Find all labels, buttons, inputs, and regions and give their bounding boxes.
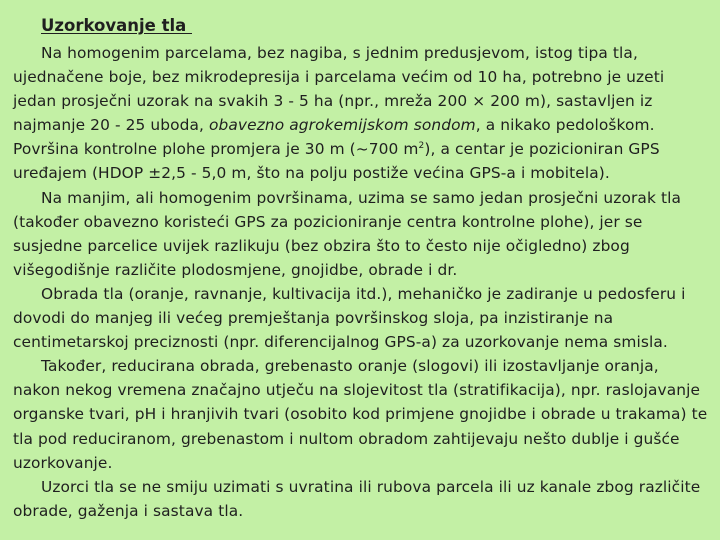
paragraph-5 <box>13 475 710 523</box>
paragraph-4 <box>13 354 710 474</box>
paragraph-2 <box>13 186 710 282</box>
paragraph-1-italic-phrase: obavezno agrokemijskom sondom <box>209 116 476 135</box>
paragraph-1 <box>13 41 710 186</box>
paragraph-1-text-c: ), a centar je pozicioniran GPS uređajem (HDOP ±2,5 - 5,0 m, što na polju postiže većina GPS-a i mobitela). <box>13 140 660 183</box>
paragraph-2-text: Na manjim, ali homogenim površinama, uzima se samo jedan prosječni uzorak tla (također obavezno koristeći GPS za pozicioniranje centra kontrolne plohe), jer se susjedne parcelice uvijek razlikuju (bez obzira što to često nije očigledno) zbog višegodišnje različite plodosmjene, gnojidbe, obrade i dr. <box>13 188 681 279</box>
paragraph-4-text: Također, reducirana obrada, grebenasto oranje (slogovi) ili izostavljanje oranja, nakon nekog vremena značajno utječu na slojevitost tla (stratifikacija), npr. raslojavanje organske tvari, pH i hranjivih tvari (osobito kod primjene gnojidbe i obrade u trakama) te tla pod reduciranom, grebenastom i nultom obradom zahtijevaju nešto dublje i gušće uzorkovanje. <box>13 357 708 472</box>
paragraph-3 <box>13 282 710 354</box>
slide-title: Uzorkovanje tla <box>41 16 192 35</box>
superscript-exponent: 2 <box>418 141 425 152</box>
paragraph-5-text: Uzorci tla se ne smiju uzimati s uvratina ili rubova parcela ili uz kanale zbog različite obrade, gaženja i sastava tla. <box>13 477 701 520</box>
paragraph-1-text-b: , a nikako pedološkom. Površina kontrolne plohe promjera je 30 m (~700 m <box>13 116 655 159</box>
paragraph-1-text-a: Na homogenim parcelama, bez nagiba, s jednim predusjevom, istog tipa tla, ujednačene boje, bez mikrodepresija i parcelama većim od 10 ha, potrebno je uzeti jedan prosječni uzorak na svakih 3 - 5 ha (npr., mreža 200 × 200 m), sastavljen iz najmanje 20 - 25 uboda, <box>13 44 665 135</box>
paragraph-3-text: Obrada tla (oranje, ravnanje, kultivacija itd.), mehaničko je zadiranje u pedosferu i dovodi do manjeg ili većeg premještanja površinskog sloja, pa inzistiranje na centimetarskoj preciznosti (npr. diferencijalnog GPS-a) za uzorkovanje nema smisla. <box>13 284 686 352</box>
